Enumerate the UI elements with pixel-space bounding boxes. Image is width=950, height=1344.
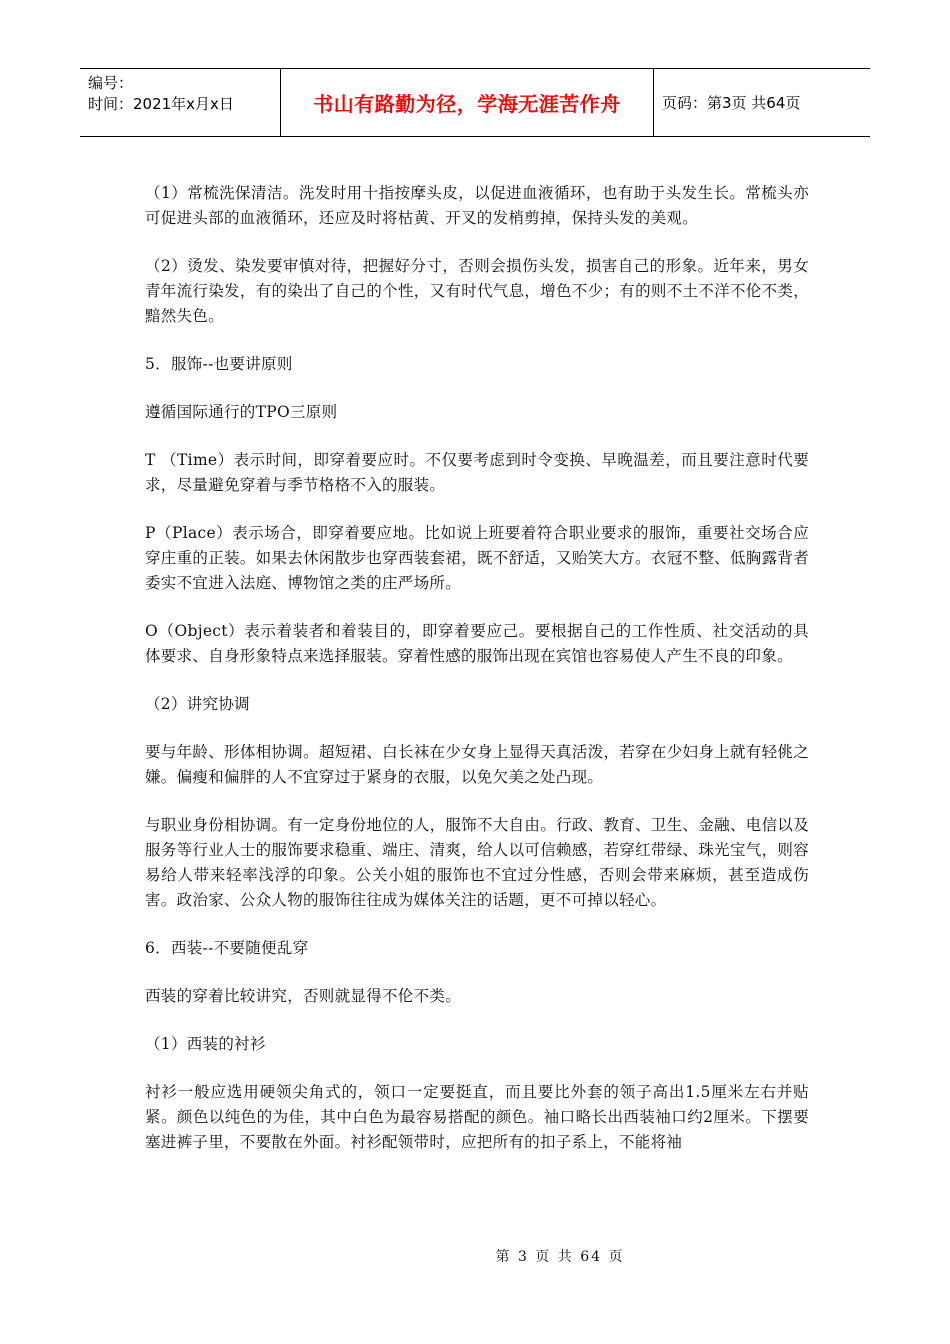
page-header [80,68,870,137]
paragraph: O（Object）表示着装者和着装目的，即穿着要应己。要根据自己的工作性质、社交活动的具体要求、自身形象特点来选择服装。穿着性感的服饰出现在宾馆也容易使人产生不良的印象。 [145,622,809,665]
paragraph: （1）常梳洗保清洁。洗发时用十指按摩头皮，以促进血液循环，也有助于头发生长。常梳头亦可促进头部的血液循环，还应及时将枯黄、开叉的发梢剪掉，保持头发的美观。 [145,184,809,227]
header-page-info: 页码：第3页 共64页 [662,94,801,112]
header-motto: 书山有路勤为径，学海无涯苦作舟 [313,92,621,116]
document-body [145,181,809,1178]
document-time-label: 时间：2021年x月x日 [88,95,234,113]
section-heading: 6．西装--不要随便乱穿 [145,939,309,957]
paragraph: 与职业身份相协调。有一定身份地位的人，服饰不大自由。行政、教育、卫生、金融、电信以及服务等行业人士的服饰要求稳重、端庄、清爽，给人以可信赖感，若穿红带绿、珠光宝气，则容易给人带来轻率浅浮的印象。公关小姐的服饰也不宜过分性感，否则会带来麻烦，甚至造成伤害。政治家、公众人物的服饰往往成为媒体关注的话题，更不可掉以轻心。 [145,816,809,909]
paragraph: 衬衫一般应选用硬领尖角式的，领口一定要挺直，而且要比外套的领子高出1.5厘米左右并贴紧。颜色以纯色的为佳，其中白色为最容易搭配的颜色。袖口略长出西装袖口约2厘米。下摆要塞进裤子里，不要散在外面。衬衫配领带时，应把所有的扣子系上，不能将袖 [145,1083,809,1151]
header-page-cell [654,69,870,136]
paragraph: 西装的穿着比较讲究，否则就显得不伦不类。 [145,987,462,1005]
header-meta [80,69,281,136]
subsection-heading: （1）西装的衬衫 [145,1035,266,1053]
paragraph: T （Time）表示时间，即穿着要应时。不仅要考虑到时令变换、早晚温差，而且要注意时代要求，尽量避免穿着与季节格格不入的服装。 [145,451,809,494]
page-footer: 第 3 页 共 64 页 [495,1249,625,1265]
paragraph: （2）烫发、染发要审慎对待，把握好分寸，否则会损伤头发，损害自己的形象。近年来，男女青年流行染发，有的染出了自己的个性，又有时代气息，增色不少；有的则不土不洋不伦不类，黯然失色。 [145,257,809,325]
paragraph: 遵循国际通行的TPO三原则 [145,403,338,421]
header-motto-cell [281,69,654,136]
document-number-label: 编号： [88,74,134,92]
section-heading: 5．服饰--也要讲原则 [145,355,293,373]
subsection-heading: （2）讲究协调 [145,695,250,713]
paragraph: 要与年龄、形体相协调。超短裙、白长袜在少女身上显得天真活泼，若穿在少妇身上就有轻佻之嫌。偏瘦和偏胖的人不宜穿过于紧身的衣服，以免欠美之处凸现。 [145,743,809,786]
paragraph: P（Place）表示场合，即穿着要应地。比如说上班要着符合职业要求的服饰，重要社交场合应穿庄重的正装。如果去休闲散步也穿西装套裙，既不舒适，又贻笑大方。衣冠不整、低胸露背者委实不宜进入法庭、博物馆之类的庄严场所。 [145,524,809,592]
